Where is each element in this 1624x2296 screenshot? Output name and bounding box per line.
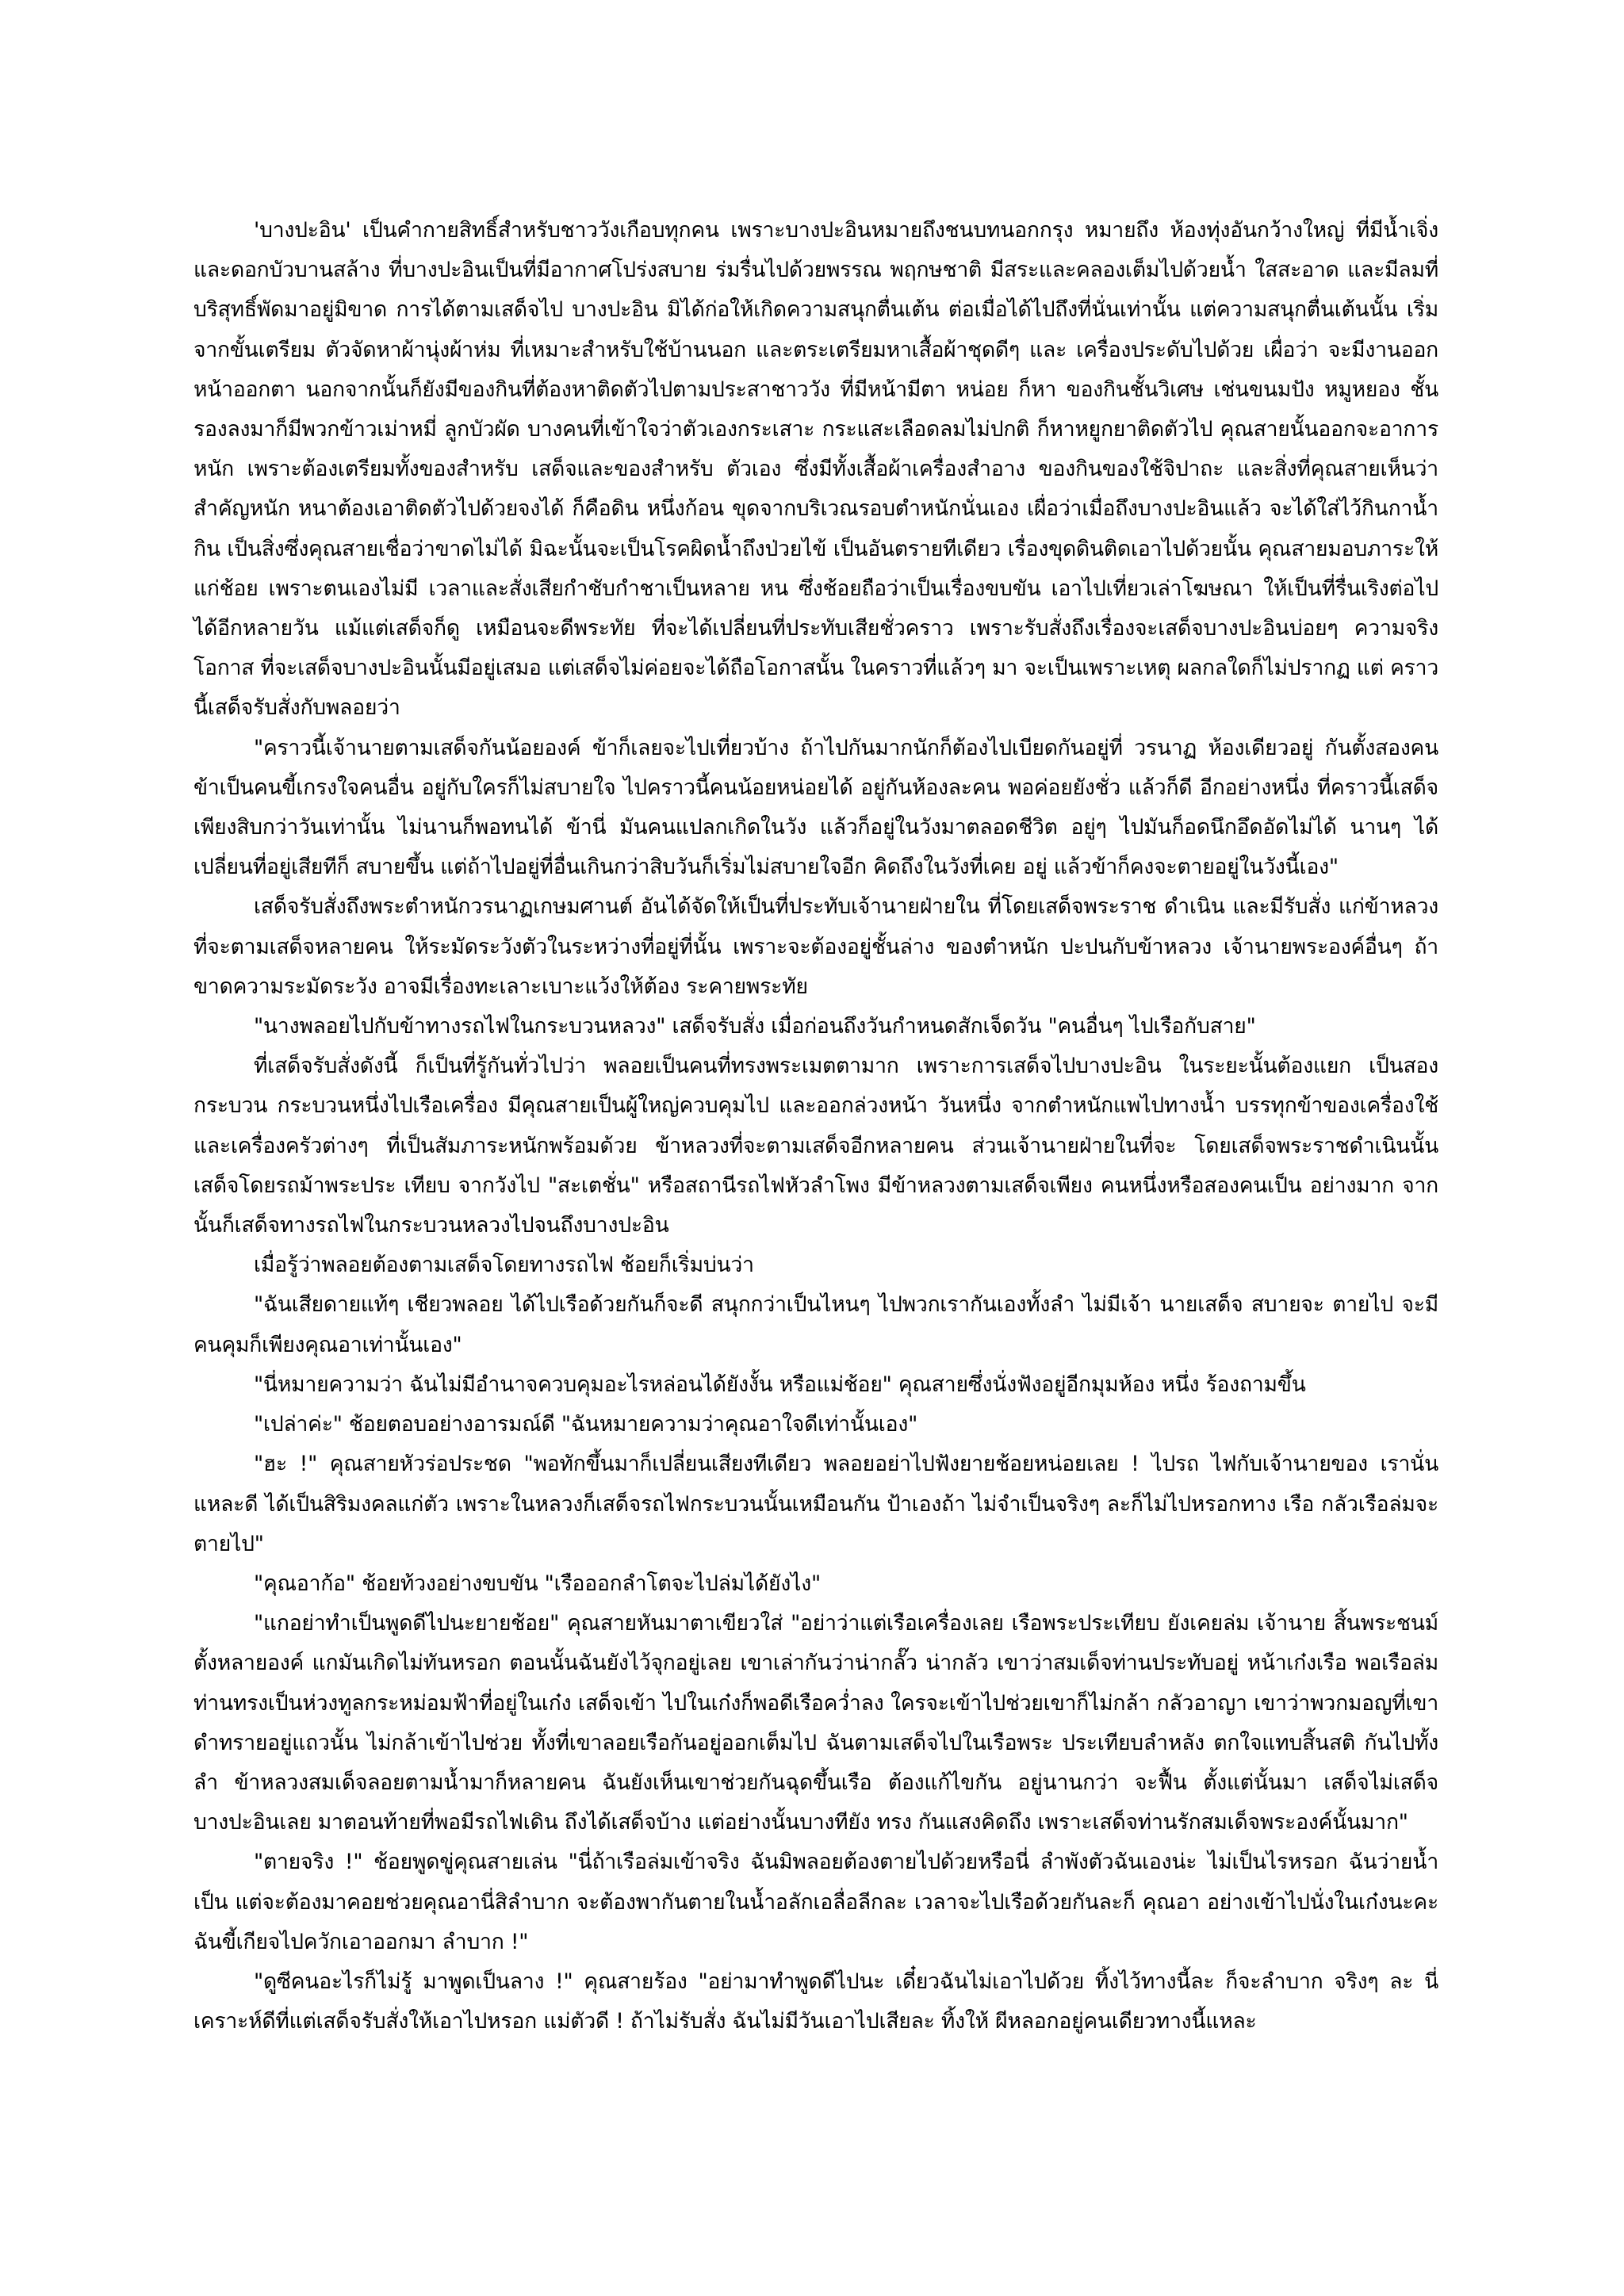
paragraph: "นี่หมายความว่า ฉันไม่มีอำนาจควบคุมอะไรหล่อนได้ยังงั้น หรือแม่ช้อย" คุณสายซึ่งนั่งฟังอยู่อีกมุมห้อง หนึ่ง ร้องถามขึ้น: [254, 1372, 1306, 1397]
body-text: [193, 211, 1438, 2042]
paragraph: เมื่อรู้ว่าพลอยต้องตามเสด็จโดยทางรถไฟ ช้อยก็เริ่มบ่นว่า: [254, 1253, 754, 1278]
paragraph: "นางพลอยไปกับข้าทางรถไฟในกระบวนหลวง" เสด็จรับสั่ง เมื่อก่อนถึงวันกำหนดสักเจ็ดวัน "คนอื่นๆ ไปเรือกับสาย": [254, 1014, 1256, 1039]
paragraph: "ฉันเสียดายแท้ๆ เชียวพลอย ได้ไปเรือด้วยกันก็จะดี สนุกกว่าเป็นไหนๆ ไปพวกเรากันเองทั้งลำ ไม่มีเจ้า นายเสด็จ สบายจะ ตายไป จะมีคนคุมก็เพียงคุณอาเท่านั้นเอง": [193, 1292, 1438, 1357]
paragraph: "แกอย่าทำเป็นพูดดีไปนะยายช้อย" คุณสายหันมาตาเขียวใส่ "อย่าว่าแต่เรือเครื่องเลย เรือพระประเทียบ ยังเคยล่ม เจ้านาย สิ้นพระชนม์ตั้งหลายองค์ แกมันเกิดไม่ทันหรอก ตอนนั้นฉันยังไว้จุกอยู่เลย เขาเล่ากันว่าน่ากลั๊ว น่ากลัว เขาว่าสมเด็จท่านประทับอยู่ หน้าเก๋งเรือ พอเรือล่มท่านทรงเป็นห่วงทูลกระหม่อมฟ้าที่อยู่ในเก๋ง เสด็จเข้า ไปในเก๋งก็พอดีเรือคว่ำลง ใครจะเข้าไปช่วยเขาก็ไม่กล้า กลัวอาญา เขาว่าพวกมอญที่เขาดำทรายอยู่แถวนั้น ไม่กล้าเข้าไปช่วย ทั้งที่เขาลอยเรือกันอยู่ออกเต็มไป ฉันตามเสด็จไปในเรือพระ ประเทียบลำหลัง ตกใจแทบสิ้นสติ กันไปทั้งลำ ข้าหลวงสมเด็จลอยตามน้ำมาก็หลายคน ฉันยังเห็นเขาช่วยกันฉุดขึ้นเรือ ต้องแก้ไขกัน อยู่นานกว่า จะฟื้น ตั้งแต่นั้นมา เสด็จไม่เสด็จบางปะอินเลย มาตอนท้ายที่พอมีรถไฟเดิน ถึงได้เสด็จบ้าง แต่อย่างนั้นบางทียัง ทรง กันแสงคิดถึง เพราะเสด็จท่านรักสมเด็จพระองค์นั้นมาก": [193, 1611, 1438, 1835]
paragraph: "ฮะ !" คุณสายหัวร่อประชด "พอทักขึ้นมาก็เปลี่ยนเสียงทีเดียว พลอยอย่าไปฟังยายช้อยหน่อยเลย ! ไปรถ ไฟกับเจ้านายของ เรานั่นแหละดี ได้เป็นสิริมงคลแก่ตัว เพราะในหลวงก็เสด็จรถไฟกระบวนนั้นเหมือนกัน ป้าเองถ้า ไม่จำเป็นจริงๆ ละก็ไม่ไปหรอกทาง เรือ กลัวเรือล่มจะตายไป": [193, 1452, 1438, 1556]
paragraph: "คราวนี้เจ้านายตามเสด็จกันน้อยองค์ ข้าก็เลยจะไปเที่ยวบ้าง ถ้าไปกันมากนักก็ต้องไปเบียดกันอยู่ที่ วรนาฏ ห้องเดียวอยู่ กันตั้งสองคน ข้าเป็นคนขี้เกรงใจคนอื่น อยู่กับใครก็ไม่สบายใจ ไปคราวนี้คนน้อยหน่อยได้ อยู่กันห้องละคน พอค่อยยังชั่ว แล้วก็ดี อีกอย่างหนึ่ง ที่คราวนี้เสด็จเพียงสิบกว่าวันเท่านั้น ไม่นานก็พอทนได้ ข้านี่ มันคนแปลกเกิดในวัง แล้วก็อยู่ในวังมาตลอดชีวิต อยู่ๆ ไปมันก็อดนึกอึดอัดไม่ได้ นานๆ ได้เปลี่ยนที่อยู่เสียทีก็ สบายขึ้น แต่ถ้าไปอยู่ที่อื่นเกินกว่าสิบวันก็เริ่มไม่สบายใจอีก คิดถึงในวังที่เคย อยู่ แล้วข้าก็คงจะตายอยู่ในวังนี้เอง": [193, 735, 1438, 880]
paragraph: 'บางปะอิน' เป็นคำกายสิทธิ์สำหรับชาววังเกือบทุกคน เพราะบางปะอินหมายถึงชนบทนอกกรุง หมายถึง ห้องทุ่งอันกว้างใหญ่ ที่มีน้ำเจิ่งและดอกบัวบานสล้าง ที่บางปะอินเป็นที่มีอากาศโปร่งสบาย ร่มรื่นไปด้วยพรรณ พฤกษชาติ มีสระและคลองเต็มไปด้วยน้ำ ใสสะอาด และมีลมที่บริสุทธิ์พัดมาอยู่มิขาด การได้ตามเสด็จไป บางปะอิน มิได้ก่อให้เกิดความสนุกตื่นเต้น ต่อเมื่อได้ไปถึงที่นั่นเท่านั้น แต่ความสนุกตื่นเต้นนั้น เริ่มจากขั้นเตรียม ตัวจัดหาผ้านุ่งผ้าห่ม ที่เหมาะสำหรับใช้บ้านนอก และตระเตรียมหาเสื้อผ้าชุดดีๆ และ เครื่องประดับไปด้วย เผื่อว่า จะมีงานออกหน้าออกตา นอกจากนั้นก็ยังมีของกินที่ต้องหาติดตัวไปตามประสาชาววัง ที่มีหน้ามีตา หน่อย ก็หา ของกินชั้นวิเศษ เช่นขนมปัง หมูหยอง ชั้นรองลงมาก็มีพวกข้าวเม่าหมี่ ลูกบัวผัด บางคนที่เข้าใจว่าตัวเองกระเสาะ กระแสะเลือดลมไม่ปกติ ก็หาหยูกยาติดตัวไป คุณสายนั้นออกจะอาการหนัก เพราะต้องเตรียมทั้งของสำหรับ เสด็จและของสำหรับ ตัวเอง ซึ่งมีทั้งเสื้อผ้าเครื่องสำอาง ของกินของใช้จิปาถะ และสิ่งที่คุณสายเห็นว่าสำคัญหนัก หนาต้องเอาติดตัวไปด้วยจงได้ ก็คือดิน หนึ่งก้อน ขุดจากบริเวณรอบตำหนักนั่นเอง เผื่อว่าเมื่อถึงบางปะอินแล้ว จะได้ใส่ไว้กินกาน้ำกิน เป็นสิ่งซึ่งคุณสายเชื่อว่าขาดไม่ได้ มิฉะนั้นจะเป็นโรคผิดน้ำถึงป่วยไข้ เป็นอันตรายทีเดียว เรื่องขุดดินติดเอาไปด้วยนั้น คุณสายมอบภาระให้แก่ช้อย เพราะตนเองไม่มี เวลาและสั่งเสียกำชับกำชาเป็นหลาย หน ซึ่งช้อยถือว่าเป็นเรื่องขบขัน เอาไปเที่ยวเล่าโฆษณา ให้เป็นที่รื่นเริงต่อไปได้อีกหลายวัน แม้แต่เสด็จก็ดู เหมือนจะดีพระทัย ที่จะได้เปลี่ยนที่ประทับเสียชั่วคราว เพราะรับสั่งถึงเรื่องจะเสด็จบางปะอินบ่อยๆ ความจริง โอกาส ที่จะเสด็จบางปะอินนั้นมีอยู่เสมอ แต่เสด็จไม่ค่อยจะได้ถือโอกาสนั้น ในคราวที่แล้วๆ มา จะเป็นเพราะเหตุ ผลกลใดก็ไม่ปรากฏ แต่ คราวนี้เสด็จรับสั่งกับพลอยว่า: [193, 218, 1438, 721]
paragraph: "ดูซีคนอะไรก็ไม่รู้ มาพูดเป็นลาง !" คุณสายร้อง "อย่ามาทำพูดดีไปนะ เดี๋ยวฉันไม่เอาไปด้วย ทิ้งไว้ทางนี้ละ ก็จะลำบาก จริงๆ ละ นี่เคราะห์ดีที่แต่เสด็จรับสั่งให้เอาไปหรอก แม่ตัวดี ! ถ้าไม่รับสั่ง ฉันไม่มีวันเอาไปเสียละ ทิ้งให้ ผีหลอกอยู่คนเดียวทางนี้แหละ: [193, 1969, 1438, 2034]
paragraph: "ตายจริง !" ช้อยพูดขู่คุณสายเล่น "นี่ถ้าเรือล่มเข้าจริง ฉันมิพลอยต้องตายไปด้วยหรือนี่ ลำพังตัวฉันเองน่ะ ไม่เป็นไรหรอก ฉันว่ายน้ำเป็น แต่จะต้องมาคอยช่วยคุณอานี่สิลำบาก จะต้องพากันตายในน้ำอลักเอลื่อลีกละ เวลาจะไปเรือด้วยกันละก็ คุณอา อย่างเข้าไปนั่งในเก๋งนะคะ ฉันขี้เกียจไปควักเอาออกมา ลำบาก !": [193, 1850, 1438, 1954]
paragraph: เสด็จรับสั่งถึงพระตำหนักวรนาฏเกษมศานต์ อันได้จัดให้เป็นที่ประทับเจ้านายฝ่ายใน ที่โดยเสด็จพระราช ดำเนิน และมีรับสั่ง แก่ข้าหลวงที่จะตามเสด็จหลายคน ให้ระมัดระวังตัวในระหว่างที่อยู่ที่นั้น เพราะจะต้องอยู่ชั้นล่าง ของตำหนัก ปะปนกับข้าหลวง เจ้านายพระองค์อื่นๆ ถ้าขาดความระมัดระวัง อาจมีเรื่องทะเลาะเบาะแว้งให้ต้อง ระคายพระทัย: [193, 894, 1438, 999]
paragraph: ที่เสด็จรับสั่งดังนี้ ก็เป็นที่รู้กันทั่วไปว่า พลอยเป็นคนที่ทรงพระเมตตามาก เพราะการเสด็จไปบางปะอิน ในระยะนั้นต้องแยก เป็นสองกระบวน กระบวนหนึ่งไปเรือเครื่อง มีคุณสายเป็นผู้ใหญ่ควบคุมไป และออกล่วงหน้า วันหนึ่ง จากตำหนักแพไปทางน้ำ บรรทุกข้าของเครื่องใช้และเครื่องครัวต่างๆ ที่เป็นสัมภาระหนักพร้อมด้วย ข้าหลวงที่จะตามเสด็จอีกหลายคน ส่วนเจ้านายฝ่ายในที่จะ โดยเสด็จพระราชดำเนินนั้น เสด็จโดยรถม้าพระประ เทียบ จากวังไป "สะเตชั่น" หรือสถานีรถไฟหัวลำโพง มีข้าหลวงตามเสด็จเพียง คนหนึ่งหรือสองคนเป็น อย่างมาก จากนั้นก็เสด็จทางรถไฟในกระบวนหลวงไปจนถึงบางปะอิน: [193, 1054, 1439, 1238]
paragraph: "เปล่าค่ะ" ช้อยตอบอย่างอารมณ์ดี "ฉันหมายความว่าคุณอาใจดีเท่านั้นเอง": [254, 1412, 918, 1437]
paragraph: "คุณอาก้อ" ช้อยท้วงอย่างขบขัน "เรือออกลำโตจะไปล่มได้ยังไง": [254, 1571, 821, 1596]
